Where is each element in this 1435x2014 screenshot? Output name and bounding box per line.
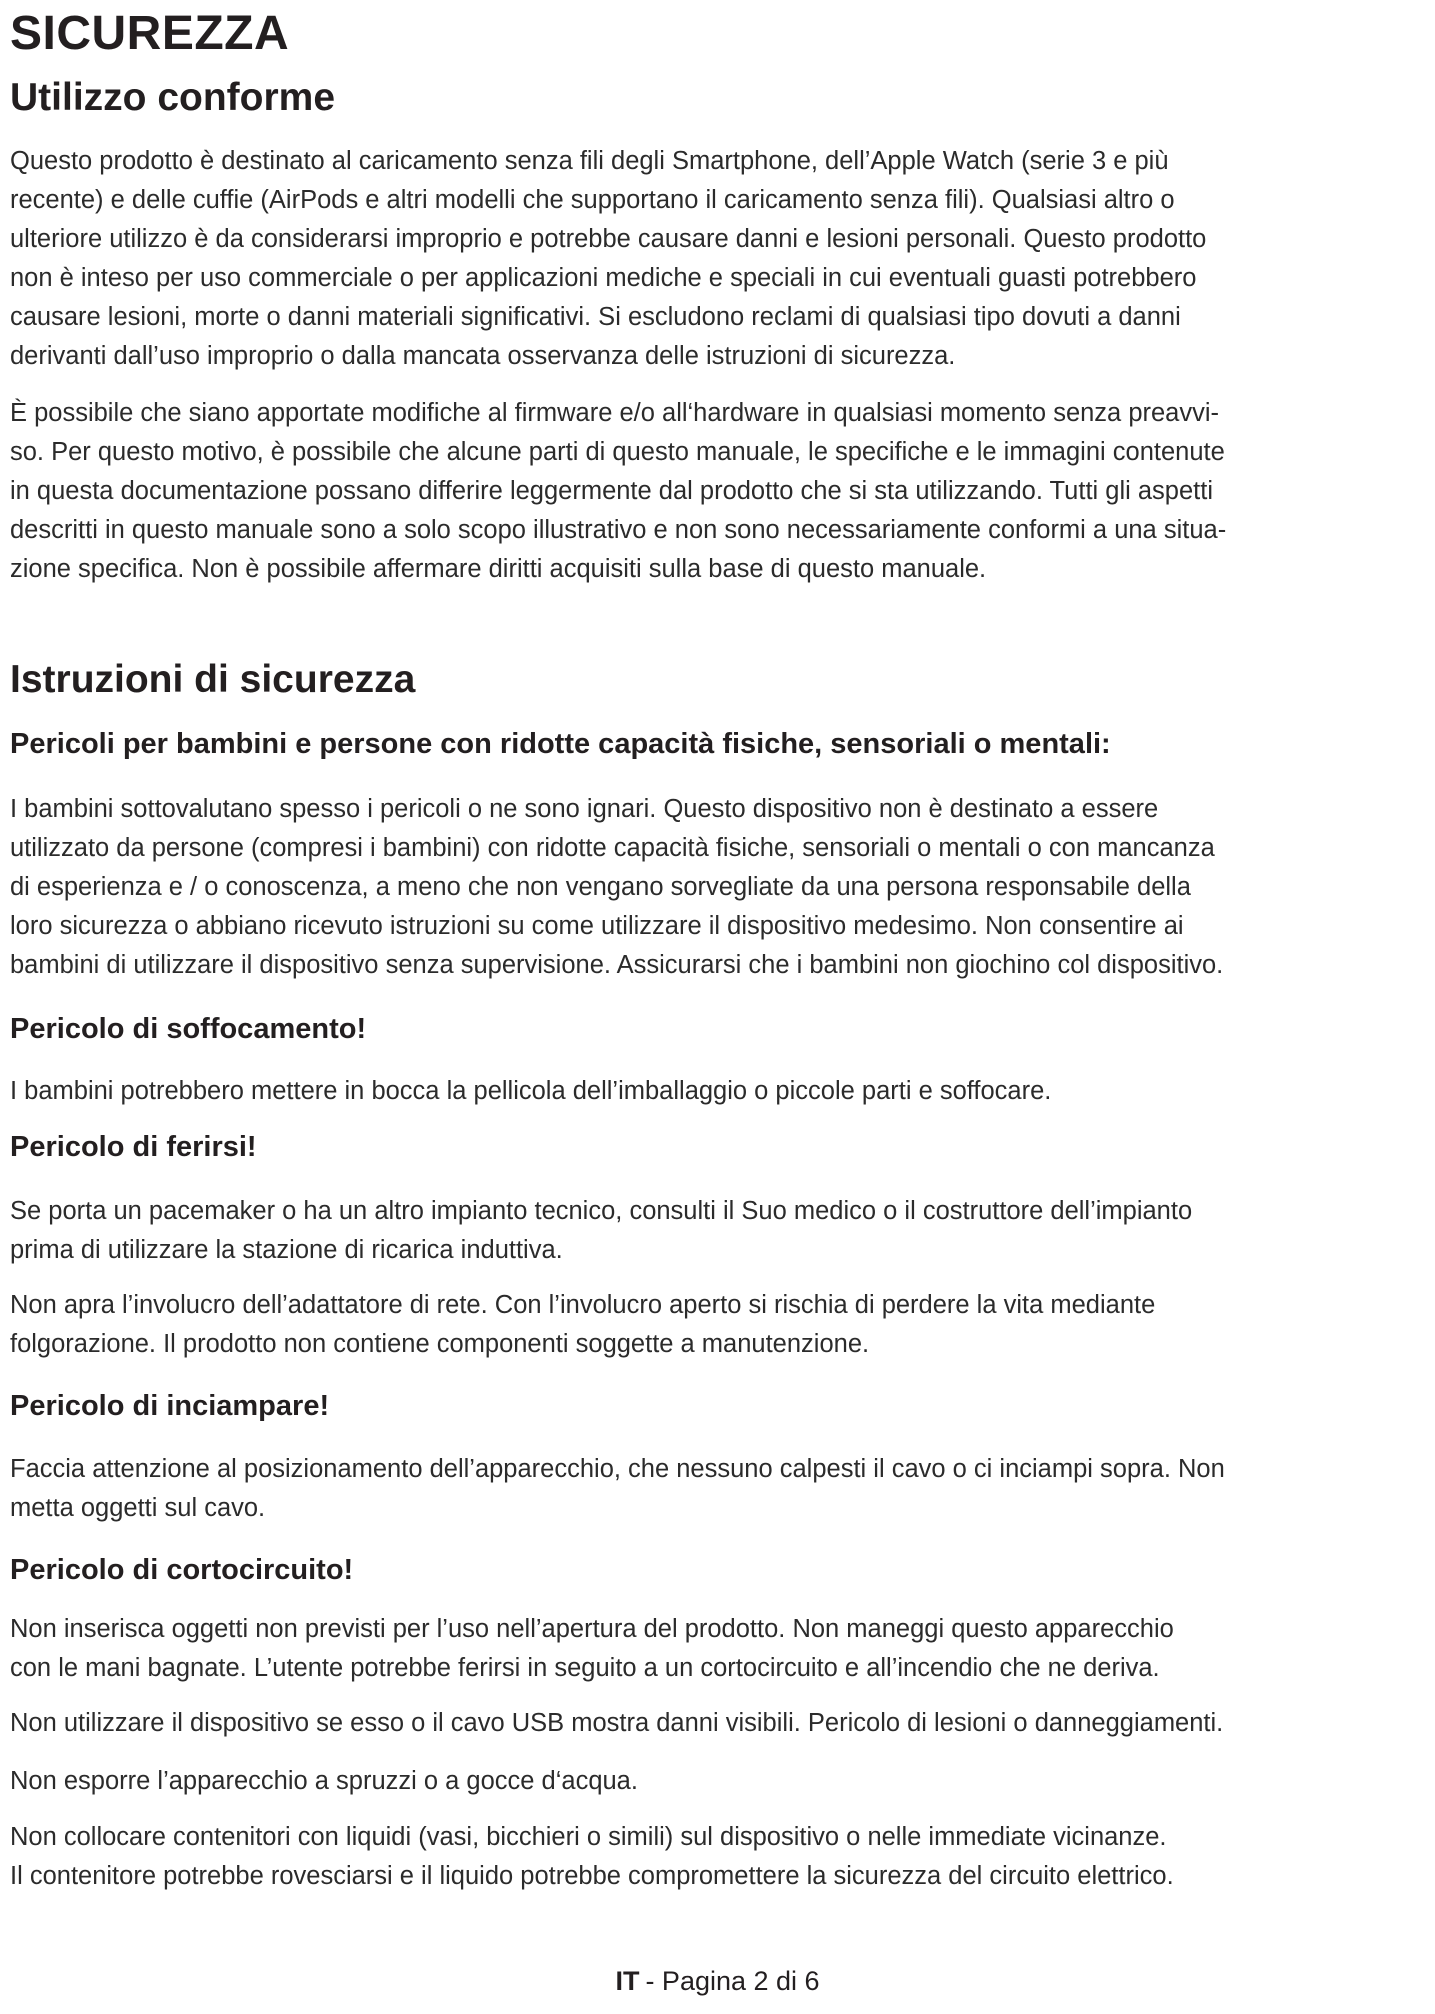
page-title: SICUREZZA xyxy=(10,7,290,60)
paragraph-bambini xyxy=(10,790,1428,985)
heading-utilizzo-conforme: Utilizzo conforme xyxy=(10,76,336,119)
paragraph-utilizzo-2 xyxy=(10,394,1428,589)
paragraph-ferirsi-1 xyxy=(10,1192,1428,1270)
paragraph-soffocamento xyxy=(10,1072,1428,1111)
text-line: Se porta un pacemaker o ha un altro impianto tecnico, consulti il Suo medico o il costruttore dell’impianto xyxy=(10,1197,1193,1225)
text-line: con le mani bagnate. L’utente potrebbe ferirsi in seguito a un cortocircuito e all’incendio che ne deriva. xyxy=(10,1654,1160,1682)
text-line: utilizzato da persone (compresi i bambini) con ridotte capacità fisiche, sensoriali o mentali o con mancanza xyxy=(10,834,1215,862)
text-line: Non collocare contenitori con liquidi (vasi, bicchieri o simili) sul dispositivo o nelle immediate vicinanze. xyxy=(10,1823,1167,1851)
text-line: Non esporre l’apparecchio a spruzzi o a gocce d‘acqua. xyxy=(10,1767,638,1795)
text-line: Non inserisca oggetti non previsti per l’uso nell’apertura del prodotto. Non maneggi questo apparecchio xyxy=(10,1615,1174,1643)
text-line: Non apra l’involucro dell’adattatore di rete. Con l’involucro aperto si rischia di perdere la vita mediante xyxy=(10,1291,1156,1319)
text-line: metta oggetti sul cavo. xyxy=(10,1494,266,1522)
text-line: di esperienza e / o conoscenza, a meno che non vengano sorvegliate da una persona responsabile della xyxy=(10,873,1191,901)
text-line: recente) e delle cuffie (AirPods e altri modelli che supportano il caricamento senza fili). Qualsiasi altro o xyxy=(10,186,1175,214)
paragraph-corto-1 xyxy=(10,1610,1428,1688)
text-line: so. Per questo motivo, è possibile che alcune parti di questo manuale, le specifiche e le immagini contenute xyxy=(10,438,1225,466)
text-line: prima di utilizzare la stazione di ricarica induttiva. xyxy=(10,1236,563,1264)
text-line: I bambini sottovalutano spesso i pericoli o ne sono ignari. Questo dispositivo non è destinato a essere xyxy=(10,795,1159,823)
heading-cortocircuito: Pericolo di cortocircuito! xyxy=(10,1554,354,1586)
text-line: ulteriore utilizzo è da considerarsi improprio e potrebbe causare danni e lesioni personali. Questo prodotto xyxy=(10,225,1207,253)
text-line: descritti in questo manuale sono a solo scopo illustrativo e non sono necessariamente conformi a una situa- xyxy=(10,516,1227,544)
text-line: zione specifica. Non è possibile affermare diritti acquisiti sulla base di questo manuale. xyxy=(10,555,987,583)
text-line: causare lesioni, morte o danni materiali significativi. Si escludono reclami di qualsiasi tipo dovuti a danni xyxy=(10,303,1181,331)
text-line: Faccia attenzione al posizionamento dell’apparecchio, che nessuno calpesti il cavo o ci inciampi sopra. Non xyxy=(10,1455,1225,1483)
text-line: Il contenitore potrebbe rovesciarsi e il liquido potrebbe compromettere la sicurezza del circuito elettrico. xyxy=(10,1862,1174,1890)
heading-soffocamento: Pericolo di soffocamento! xyxy=(10,1013,367,1045)
paragraph-corto-4 xyxy=(10,1818,1428,1896)
paragraph-corto-2 xyxy=(10,1704,1428,1743)
paragraph-ferirsi-2 xyxy=(10,1286,1428,1364)
paragraph-utilizzo-1 xyxy=(10,142,1428,376)
text-line: folgorazione. Il prodotto non contiene componenti soggette a manutenzione. xyxy=(10,1330,870,1358)
text-line: non è inteso per uso commerciale o per applicazioni mediche e speciali in cui eventuali guasti potrebbero xyxy=(10,264,1197,292)
heading-inciampare: Pericolo di inciampare! xyxy=(10,1390,330,1422)
heading-pericoli-bambini: Pericoli per bambini e persone con ridotte capacità fisiche, sensoriali o mentali: xyxy=(10,728,1111,760)
heading-istruzioni-sicurezza: Istruzioni di sicurezza xyxy=(10,658,416,701)
text-line: È possibile che siano apportate modifiche al firmware e/o all‘hardware in qualsiasi momento senza preavvi- xyxy=(10,399,1220,427)
text-line: loro sicurezza o abbiano ricevuto istruzioni su come utilizzare il dispositivo medesimo. Non consentire ai xyxy=(10,912,1184,940)
text-line: derivanti dall’uso improprio o dalla mancata osservanza delle istruzioni di sicurezza. xyxy=(10,342,956,370)
text-line: I bambini potrebbero mettere in bocca la pellicola dell’imballaggio o piccole parti e soffocare. xyxy=(10,1077,1052,1105)
heading-ferirsi: Pericolo di ferirsi! xyxy=(10,1131,257,1163)
text-line: bambini di utilizzare il dispositivo senza supervisione. Assicurarsi che i bambini non giochino col dispositivo. xyxy=(10,951,1224,979)
paragraph-corto-3 xyxy=(10,1762,1428,1801)
footer-page-number: - Pagina 2 di 6 xyxy=(645,1966,820,1996)
text-line: Non utilizzare il dispositivo se esso o il cavo USB mostra danni visibili. Pericolo di lesioni o danneggiamenti. xyxy=(10,1709,1224,1737)
paragraph-inciampare xyxy=(10,1450,1428,1528)
text-line: Questo prodotto è destinato al caricamento senza fili degli Smartphone, dell’Apple Watch (serie 3 e più xyxy=(10,147,1169,175)
page-footer xyxy=(0,1966,1435,1997)
text-line: in questa documentazione possano differire leggermente dal prodotto che si sta utilizzando. Tutti gli aspetti xyxy=(10,477,1214,505)
footer-language: IT xyxy=(615,1966,640,1996)
